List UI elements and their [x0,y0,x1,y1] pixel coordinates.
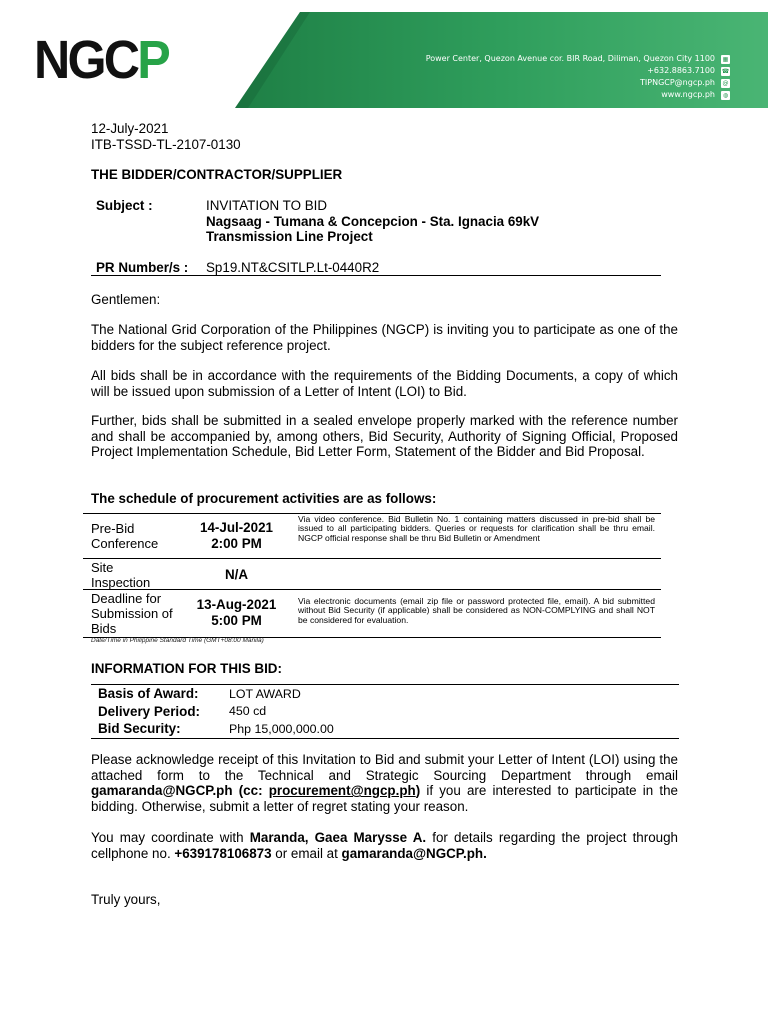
schedule-time: 5:00 PM [211,613,262,628]
schedule-datetime [175,514,298,558]
closing: Truly yours, [91,892,161,907]
building-icon: ▦ [722,55,729,63]
cc-email-link[interactable]: procurement@ngcp.ph [268,783,416,799]
contact-info [426,53,730,101]
schedule-datetime [175,590,298,637]
website-line [426,89,730,101]
email-icon: @ [722,79,729,87]
info-label: Bid Security: [98,721,181,737]
addressee: THE BIDDER/CONTRACTOR/SUPPLIER [91,167,343,182]
schedule-note: Via electronic documents (email zip file or password protected file, email). A bid submitted without Bid Security (if applicable) shall be considered as NON-COMPLYING and shall NOT be considered for evaluation. [298,596,655,625]
schedule-time: 2:00 PM [211,536,262,551]
globe-icon: ◍ [722,91,729,99]
info-label: Delivery Period: [98,703,200,719]
schedule-note: Via video conference. Bid Bulletin No. 1 containing matters discussed in pre-bid shall be issued to all participating bidders. Queries or requests for clarification shall be thru email. NGCP official response shall be thru Bid Bulletin or Amendment [298,514,655,543]
website-text[interactable]: www.ngcp.ph [661,90,715,99]
address-line [426,53,730,65]
contact-email[interactable]: gamaranda@NGCP.ph. [341,845,487,861]
info-heading: INFORMATION FOR THIS BID: [91,661,282,676]
subject-line-3: Transmission Line Project [206,229,373,245]
schedule-date: N/A [224,567,249,582]
address-text: Power Center, Quezon Avenue cor. BIR Road, Diliman, Quezon City 1100 [425,54,715,63]
letterhead [0,0,768,110]
schedule-note [298,559,661,589]
subject-line-1: INVITATION TO BID [206,198,328,213]
coordinate-paragraph: You may coordinate with Maranda, Gaea Marysse A. for details regarding the project through cellphone no. +639178106873 or email at gamaranda@NGCP.ph. [91,830,678,861]
date-ref-block [91,121,678,152]
ack-email[interactable]: gamaranda@NGCP.ph (cc: [91,783,269,799]
email-text[interactable]: TIPNGCP@ngcp.ph [640,78,715,87]
pr-number-block [91,260,678,276]
salutation: Gentlemen: [91,292,161,307]
info-value: LOT AWARD [229,686,301,701]
paragraph-3: Further, bids shall be submitted in a sealed envelope properly marked with the reference number and shall be accompanied by, among others, Bid Security, Authority of Signing Official, Proposed Project Implementation Schedule, Bid Letter Form, Statement of the Bidder and Bid Proposal. [91,413,678,460]
schedule-activity: Site Inspection [91,560,151,590]
info-row-delivery [91,703,679,721]
info-value: Php 15,000,000.00 [229,721,334,736]
paragraph-1: The National Grid Corporation of the Philippines (NGCP) is inviting you to participate as one of the bidders for the subject reference project. [91,322,678,353]
schedule-activity: Pre-Bid Conference [91,521,159,551]
schedule-date: 14-Jul-2021 [200,520,273,535]
contact-name: Maranda, Gaea Marysse A. [249,830,427,845]
phone-icon: ☎ [721,67,730,75]
schedule-row-deadline [83,590,661,638]
pr-number-label: PR Number/s : [96,260,189,275]
info-row-security [91,720,679,738]
subject-label: Subject : [96,198,153,213]
letter-reference: ITB-TSSD-TL-2107-0130 [91,136,241,152]
schedule-heading: The schedule of procurement activities are as follows: [91,491,437,506]
letter-date: 12-July-2021 [91,121,169,136]
schedule-activity: Deadline for Submission of Bids [91,591,173,636]
email-line [426,77,730,89]
subject-line-2: Nagsaag - Tumana & Concepcion - Sta. Ignacia 69kV [206,213,540,229]
pr-number-value: Sp19.NT&CSITLP.Lt-0440R2 [206,260,380,275]
pr-divider [91,275,661,276]
bid-info-table [91,684,679,739]
schedule-date: 13-Aug-2021 [196,597,277,612]
schedule-footnote: Date/Time in Philippine Standard Time (GMT+08:00 Manila) [91,637,264,644]
info-value: 450 cd [229,704,267,719]
phone-text: +632.8863.7100 [647,66,715,75]
subject-block [91,198,678,245]
schedule-table [83,513,661,638]
schedule-row-prebid [83,514,661,559]
info-row-award [91,685,679,703]
acknowledge-paragraph: Please acknowledge receipt of this Invitation to Bid and submit your Letter of Intent (LOI) using the attached form to the Technical and Strategic Sourcing Department through email gamaranda@NGCP.ph (cc: procurement@ngcp.ph) if you are interested to participate in the bidding. Otherwise, submit a letter of regret stating your reason. [91,752,679,814]
phone-line [426,65,730,77]
ngcp-logo: NGCP [34,30,168,90]
schedule-row-site [83,559,661,590]
info-label: Basis of Award: [98,686,199,702]
contact-phone[interactable]: +639178106873 [174,845,272,861]
schedule-datetime [175,559,298,589]
paragraph-2: All bids shall be in accordance with the requirements of the Bidding Documents, a copy of which will be issued upon submission of a Letter of Intent (LOI) to Bid. [91,368,678,399]
